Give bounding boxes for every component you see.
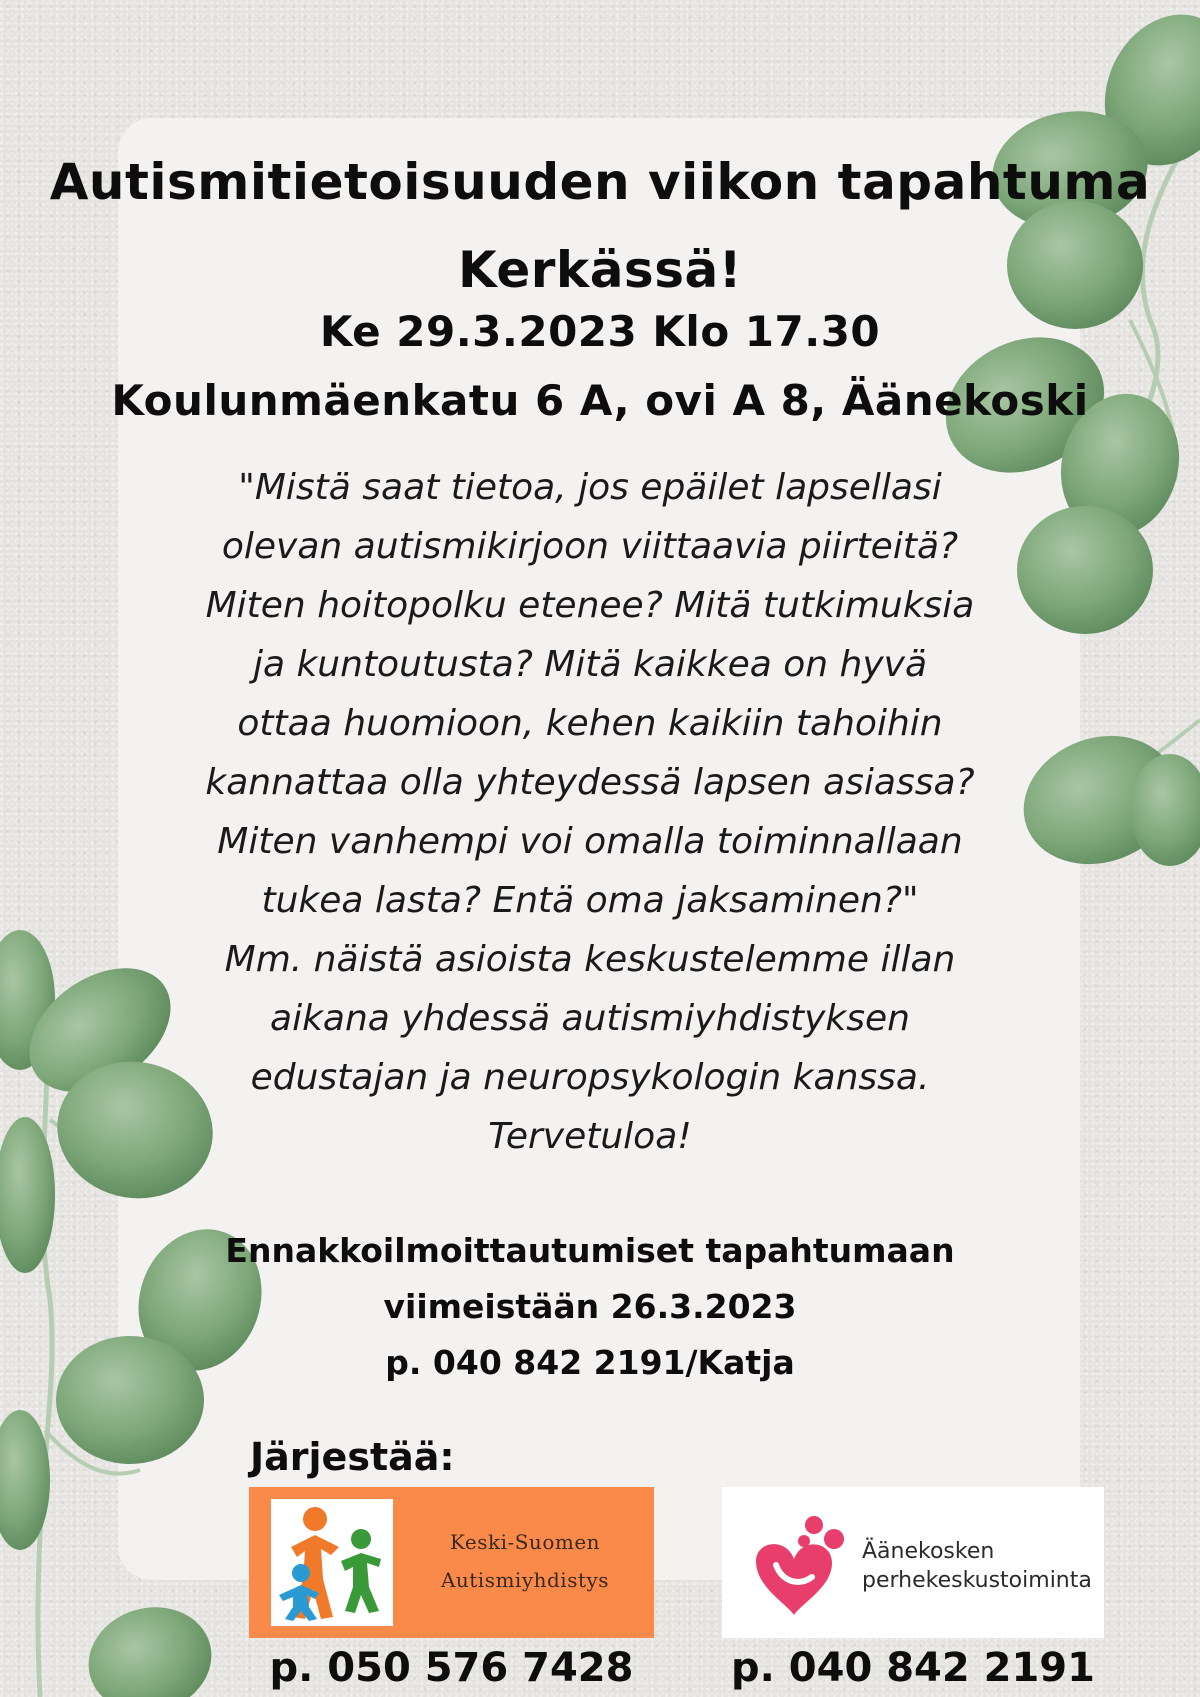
description-line: ottaa huomioon, kehen kaikiin tahoihin xyxy=(237,703,943,744)
description-line: Mm. näistä asioista keskustelemme illan xyxy=(224,939,956,980)
description-line: aikana yhdessä autismiyhdistyksen xyxy=(270,998,910,1039)
autismiyhdistys-phone: p. 050 576 7428 xyxy=(269,1645,634,1691)
event-description xyxy=(170,458,1010,1166)
family-figures-icon xyxy=(271,1499,393,1626)
event-title xyxy=(40,138,1160,314)
aanekosken-perhekeskustoiminta-logo xyxy=(722,1487,1104,1638)
keski-suomen-autismiyhdistys-name xyxy=(409,1523,641,1599)
registration-info xyxy=(160,1223,1020,1391)
organizer-label: Järjestää: xyxy=(250,1435,455,1479)
registration-deadline: viimeistään 26.3.2023 xyxy=(383,1287,797,1326)
perhekeskus-phone: p. 040 842 2191 xyxy=(731,1645,1095,1691)
description-line: olevan autismikirjoon viittaavia piirteitä? xyxy=(221,526,959,567)
organizer-name-line: Äänekosken xyxy=(862,1539,995,1564)
description-line: tukea lasta? Entä oma jaksaminen?" xyxy=(261,880,919,921)
organizer-name-line: perhekeskustoiminta xyxy=(862,1568,1092,1593)
description-line: edustajan ja neuropsykologin kanssa. xyxy=(250,1057,930,1098)
description-line: ja kuntoutusta? Mitä kaikkea on hyvä xyxy=(252,644,928,685)
heart-family-icon xyxy=(746,1507,858,1619)
registration-phone: p. 040 842 2191/Katja xyxy=(385,1343,795,1382)
description-line: Tervetuloa! xyxy=(488,1116,692,1157)
organizer-name-line: Autismiyhdistys xyxy=(440,1568,610,1592)
keski-suomen-autismiyhdistys-logo xyxy=(249,1487,654,1638)
description-line: Miten vanhempi voi omalla toiminnallaan xyxy=(217,821,963,862)
event-title-line-1: Autismitietoisuuden viikon tapahtuma xyxy=(49,153,1151,211)
aanekosken-perhekeskustoiminta-name xyxy=(862,1537,1097,1595)
organizer-name-line: Keski-Suomen xyxy=(449,1530,601,1554)
event-title-line-2: Kerkässä! xyxy=(458,241,742,299)
registration-line: Ennakkoilmoittautumiset tapahtumaan xyxy=(225,1231,955,1270)
description-line: kannattaa olla yhteydessä lapsen asiassa? xyxy=(205,762,975,803)
event-date-time: Ke 29.3.2023 Klo 17.30 xyxy=(319,307,881,356)
event-address: Koulunmäenkatu 6 A, ovi A 8, Äänekoski xyxy=(111,376,1089,425)
description-line: "Mistä saat tietoa, jos epäilet lapsellasi xyxy=(238,467,942,508)
description-line: Miten hoitopolku etenee? Mitä tutkimuksia xyxy=(205,585,975,626)
